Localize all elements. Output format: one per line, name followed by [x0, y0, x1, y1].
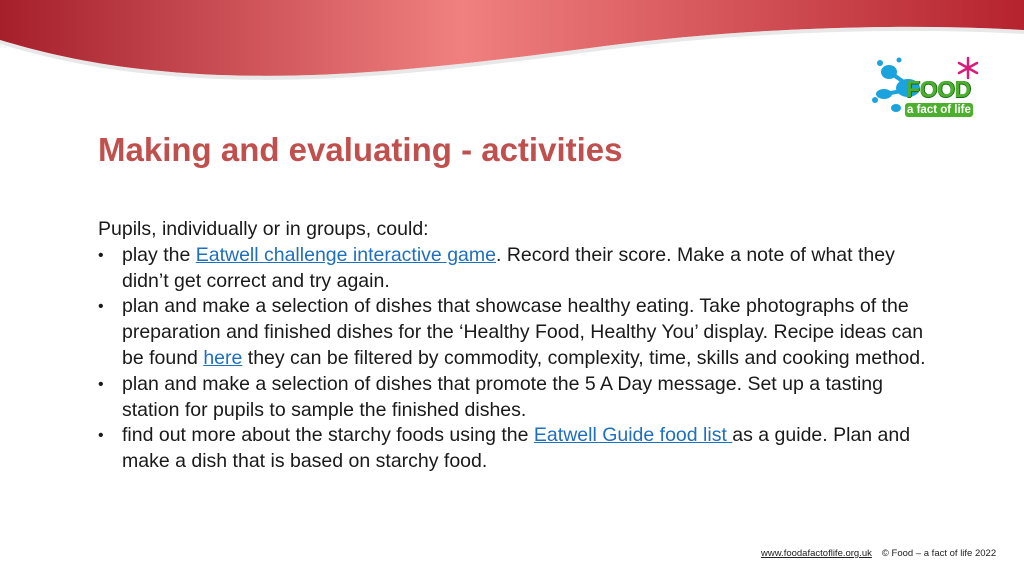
list-item-5-a-day: [98, 372, 928, 424]
list-item-healthy-dishes: [98, 294, 928, 371]
bullet-text: they can be filtered by commodity, complexity, time, skills and cooking method.: [242, 346, 926, 369]
list-item-starchy-foods: [98, 423, 928, 475]
bullet-icon: •: [98, 298, 104, 316]
eatwell-game-link[interactable]: Eatwell challenge interactive game: [195, 243, 496, 266]
bullet-icon: •: [98, 427, 104, 445]
bullet-text: plan and make a selection of dishes that showcase healthy eating. Take photographs of the preparation and finished dishes for the ‘Healthy Food, Healthy You’ display. Recipe ideas can be found: [122, 295, 924, 369]
eatwell-food-list-link[interactable]: Eatwell Guide food list: [533, 424, 733, 447]
footer-website-link[interactable]: www.foodafactoflife.org.uk: [761, 548, 872, 559]
footer-copyright: © Food – a fact of life 2022: [881, 548, 997, 559]
recipe-ideas-link[interactable]: here: [203, 346, 243, 369]
logo-word: FOOD: [906, 76, 971, 102]
bullet-text: play the: [122, 243, 196, 266]
bullet-icon: •: [98, 375, 104, 393]
bullet-text: . Record their score. Make a note of what they didn’t get correct and try again.: [122, 243, 895, 292]
slide-body: [98, 217, 928, 475]
list-item-eatwell-game: [98, 243, 928, 295]
bullet-text: plan and make a selection of dishes that promote the 5 A Day message. Set up a tasting station for pupils to sample the finished dishes.: [122, 372, 883, 421]
slide-footer: [761, 548, 996, 559]
activity-list: [98, 243, 928, 475]
food-a-fact-of-life-logo[interactable]: [868, 50, 988, 130]
logo-tagline: a fact of life: [907, 104, 971, 116]
intro-text: Pupils, individually or in groups, could:: [98, 218, 429, 240]
bullet-text: as a guide. Plan and make a dish that is based on starchy food.: [122, 424, 911, 473]
slide-title: Making and evaluating - activities: [98, 131, 623, 168]
bullet-text: find out more about the starchy foods using the: [122, 424, 534, 447]
bullet-icon: •: [98, 246, 104, 264]
